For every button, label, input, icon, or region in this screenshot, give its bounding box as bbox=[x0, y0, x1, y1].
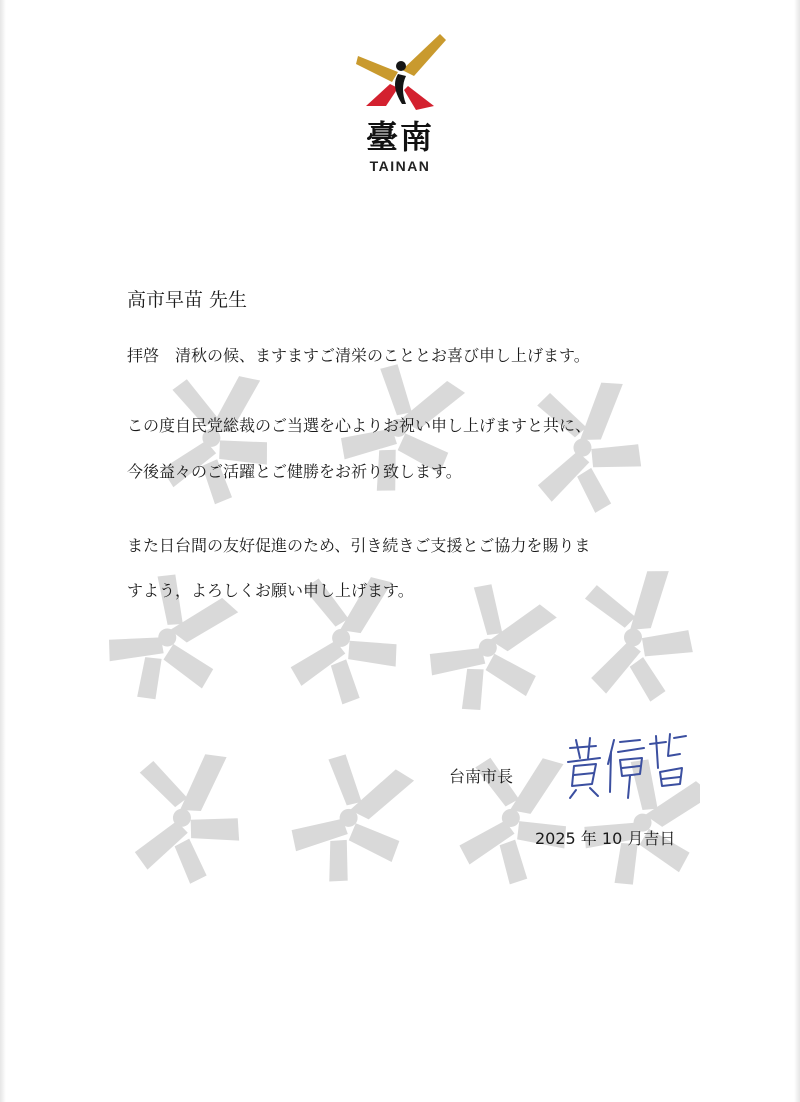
tainan-logo-watermark-icon bbox=[100, 360, 700, 900]
friendship-line-2: すよう，よろしくお願い申し上げます。 bbox=[127, 581, 414, 600]
logo-english-name: TAINAN bbox=[369, 158, 431, 174]
handwritten-signature-icon bbox=[562, 728, 692, 804]
signer-title: 台南市長 bbox=[449, 767, 514, 786]
greeting-paragraph: 拝啓 清秋の候、ますますご清栄のこととお喜び申し上げます。 bbox=[127, 346, 590, 365]
congratulation-line-1: この度自民党総裁のご当選を心よりお祝い申し上げますと共に、 bbox=[127, 416, 592, 435]
logo-wordmark: 臺南 bbox=[365, 118, 434, 156]
page-edge-right bbox=[794, 0, 800, 1102]
congratulation-line-2: 今後益々のご活躍とご健勝をお祈り致します。 bbox=[127, 462, 462, 481]
friendship-line-1: また日台間の友好促進のため、引き続きご支援とご協力を賜りま bbox=[127, 536, 591, 555]
addressee: 高市早苗 先生 bbox=[127, 289, 248, 311]
page-edge-left bbox=[0, 0, 6, 1102]
letter-date: 2025 年 10 月吉日 bbox=[535, 829, 676, 848]
